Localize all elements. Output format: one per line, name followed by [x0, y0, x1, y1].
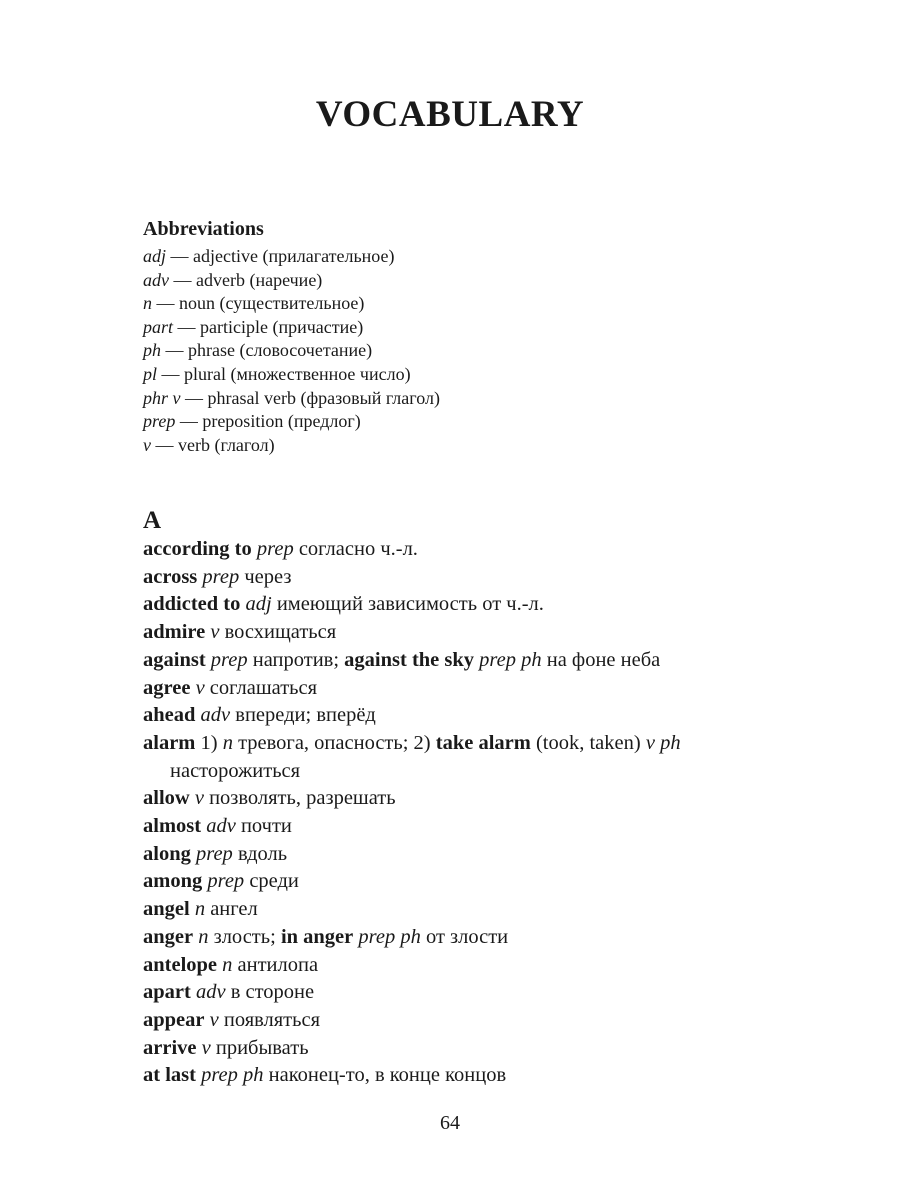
- page-number: 64: [440, 1112, 460, 1134]
- abbreviation-dash: —: [152, 293, 179, 314]
- abbreviation-item: [143, 339, 783, 363]
- abbreviation-dash: —: [157, 363, 185, 384]
- abbreviation-code: adj: [143, 246, 167, 266]
- abbreviation-meaning: plural (множественное число): [184, 363, 411, 384]
- vocabulary-entry: [143, 647, 783, 675]
- vocabulary-entry: [143, 591, 783, 619]
- entry-headword: allow: [143, 787, 190, 810]
- entry-translation: антилопа: [237, 953, 319, 976]
- phrase-translation: от злости: [425, 925, 509, 948]
- part-of-speech: n: [194, 898, 206, 921]
- part-of-speech: prep ph: [201, 1064, 264, 1087]
- vocabulary-entry: [143, 536, 783, 564]
- vocabulary-entry: [143, 813, 783, 841]
- part-of-speech: n: [222, 953, 233, 976]
- part-of-speech: adv: [195, 981, 226, 1004]
- entry-translation: злость;: [213, 925, 276, 948]
- entry-translation: вдоль: [237, 842, 288, 865]
- entry-headword: according to: [143, 538, 252, 560]
- abbreviation-code: pl: [143, 363, 158, 384]
- abbreviation-dash: —: [169, 269, 196, 290]
- entry-headword: anger: [143, 925, 194, 948]
- entry-headword: at last: [143, 1064, 196, 1087]
- entry-translation: среди: [249, 870, 299, 893]
- abbreviation-item: [143, 316, 783, 340]
- part-of-speech: v: [210, 621, 220, 644]
- vocabulary-entry: [143, 924, 783, 952]
- entry-phrase: take alarm: [435, 731, 531, 754]
- abbreviation-code: phr v: [143, 387, 181, 408]
- entry-phrase: against the sky: [344, 648, 475, 671]
- entry-translation: восхищаться: [224, 621, 337, 644]
- part-of-speech: adv: [200, 704, 231, 727]
- abbreviation-meaning: participle (причастие): [200, 316, 364, 337]
- abbreviation-item: [143, 269, 783, 293]
- phrase-translation: насторожиться: [170, 759, 301, 782]
- abbreviation-dash: —: [166, 246, 194, 266]
- entry-headword: admire: [143, 621, 206, 644]
- abbreviation-code: n: [143, 293, 152, 314]
- abbreviation-code: ph: [143, 340, 161, 361]
- vocabulary-entry: [143, 675, 783, 703]
- phrase-part-of-speech: prep ph: [358, 925, 421, 948]
- part-of-speech: adj: [245, 593, 272, 616]
- entry-headword: along: [143, 842, 191, 865]
- abbreviation-item: [143, 387, 783, 411]
- entry-headword: appear: [143, 1008, 205, 1031]
- abbreviation-meaning: verb (глагол): [178, 434, 275, 455]
- entry-headword: addicted to: [143, 593, 241, 616]
- vocabulary-entry: [143, 979, 783, 1007]
- entry-headword: among: [143, 870, 203, 893]
- entry-translation: соглашаться: [209, 676, 318, 699]
- abbreviation-item: [143, 363, 783, 387]
- vocabulary-entry: [143, 952, 783, 980]
- vocabulary-entry: [143, 1035, 783, 1063]
- abbreviation-meaning: phrasal verb (фразовый глагол): [207, 387, 440, 408]
- abbreviation-code: adv: [143, 269, 169, 290]
- vocabulary-entry: [143, 619, 783, 647]
- abbreviations-list: [143, 245, 783, 457]
- entry-translation: через: [244, 565, 292, 588]
- vocabulary-entry: [143, 702, 783, 730]
- part-of-speech: n: [222, 731, 233, 754]
- abbreviation-meaning: adverb (наречие): [196, 269, 323, 290]
- entry-headword: apart: [143, 981, 191, 1004]
- part-of-speech: v: [194, 787, 204, 810]
- vocabulary-entry: [143, 1062, 783, 1090]
- abbreviation-code: part: [143, 316, 174, 337]
- entry-headword: against: [143, 648, 206, 671]
- abbreviation-dash: —: [180, 387, 208, 408]
- entry-headword: alarm: [143, 731, 196, 754]
- part-of-speech: v: [209, 1008, 219, 1031]
- abbreviation-meaning: adjective (прилагательное): [193, 246, 395, 266]
- entry-translation: появляться: [223, 1008, 321, 1031]
- page-title: VOCABULARY: [315, 94, 585, 135]
- entry-headword: ahead: [143, 704, 196, 727]
- entry-phrase: in anger: [280, 925, 354, 948]
- part-of-speech: v: [201, 1036, 211, 1059]
- entry-translation: в стороне: [230, 981, 315, 1004]
- vocabulary-entry: [143, 841, 783, 869]
- abbreviations-section: [143, 216, 783, 457]
- abbreviation-meaning: phrase (словосочетание): [188, 340, 373, 361]
- phrase-part-of-speech: prep ph: [479, 648, 542, 671]
- abbreviation-item: [143, 434, 783, 458]
- entry-translation: тревога, опасность; 2): [238, 731, 431, 754]
- vocabulary-entries: [143, 536, 783, 1090]
- part-of-speech: adv: [206, 815, 236, 838]
- entry-headword: antelope: [143, 953, 218, 976]
- entry-headword: arrive: [143, 1036, 197, 1059]
- part-of-speech: prep: [207, 870, 245, 893]
- vocabulary-entry: [143, 896, 783, 924]
- abbreviations-heading: Abbreviations: [143, 218, 264, 240]
- abbreviation-code: v: [143, 434, 151, 455]
- sense-number: 1): [200, 731, 218, 754]
- entry-translation: прибывать: [215, 1036, 309, 1059]
- entry-headword: agree: [143, 676, 191, 699]
- phrase-part-of-speech: v ph: [645, 731, 681, 754]
- abbreviation-dash: —: [161, 340, 188, 361]
- entry-headword: almost: [143, 815, 202, 838]
- abbreviation-meaning: preposition (предлог): [202, 411, 361, 432]
- part-of-speech: prep: [256, 538, 294, 560]
- vocabulary-entry: [143, 1007, 783, 1035]
- abbreviation-item: [143, 245, 783, 269]
- section-letter: A: [143, 507, 162, 534]
- vocabulary-entry: [143, 730, 783, 785]
- part-of-speech: v: [195, 676, 205, 699]
- entry-translation: почти: [240, 815, 292, 838]
- abbreviation-meaning: noun (существительное): [179, 293, 365, 314]
- part-of-speech: prep: [202, 565, 240, 588]
- entry-translation: наконец-то, в конце концов: [268, 1064, 507, 1087]
- abbreviation-code: prep: [143, 411, 176, 432]
- part-of-speech: prep: [210, 648, 248, 671]
- abbreviation-item: [143, 410, 783, 434]
- entry-translation: согласно ч.-л.: [298, 538, 418, 560]
- phrase-translation: на фоне неба: [546, 648, 661, 671]
- vocabulary-entry: [143, 868, 783, 896]
- part-of-speech: n: [198, 925, 209, 948]
- entry-forms: (took, taken): [535, 731, 641, 754]
- entry-translation: имеющий зависимость от ч.-л.: [276, 593, 544, 616]
- abbreviation-item: [143, 292, 783, 316]
- entry-translation: позволять, разрешать: [209, 787, 396, 810]
- entry-translation: впереди; вперёд: [235, 704, 376, 727]
- entry-translation: напротив;: [252, 648, 340, 671]
- entry-translation: ангел: [210, 898, 258, 921]
- abbreviation-dash: —: [173, 316, 201, 337]
- vocabulary-entry: [143, 564, 783, 592]
- entry-headword: angel: [143, 898, 190, 921]
- abbreviation-dash: —: [151, 434, 178, 455]
- entry-headword: across: [143, 565, 198, 588]
- abbreviation-dash: —: [175, 411, 203, 432]
- part-of-speech: prep: [195, 842, 233, 865]
- vocabulary-entry: [143, 785, 783, 813]
